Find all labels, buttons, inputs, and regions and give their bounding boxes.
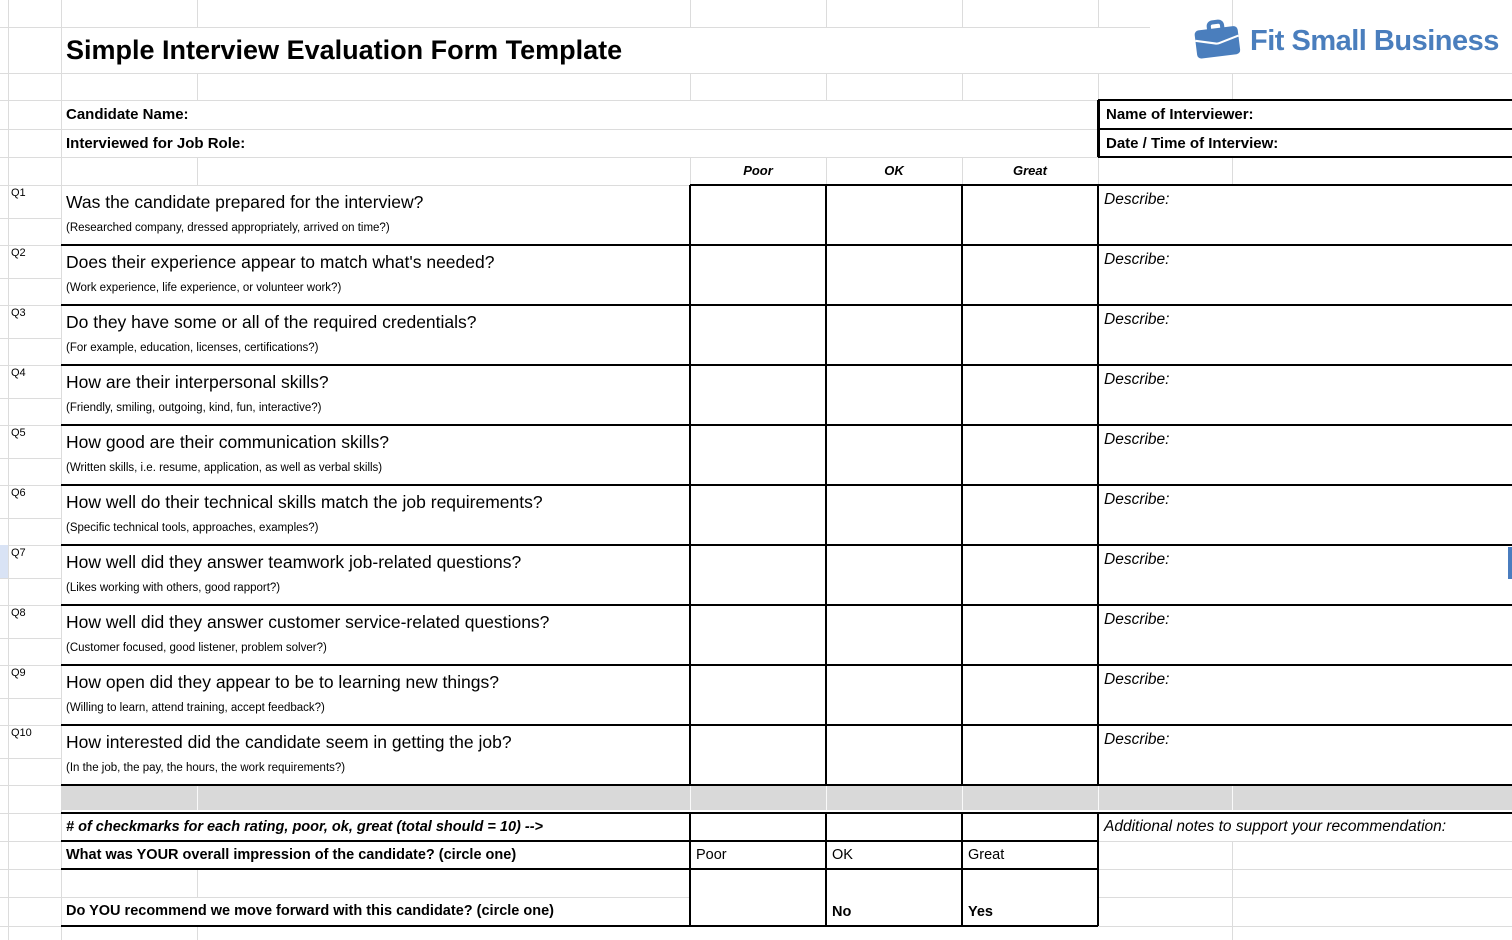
recommend-label: Do YOU recommend we move forward with this candidate? (circle one) — [66, 903, 555, 919]
describe-cell[interactable] — [1098, 245, 1512, 305]
notes-area[interactable] — [1098, 841, 1512, 940]
question-hint: (In the job, the pay, the hours, the work requirements?) — [66, 762, 346, 774]
question-hint: (Likes working with others, good rapport?) — [66, 582, 281, 594]
candidate-name-label: Candidate Name: — [66, 106, 189, 123]
question-row — [0, 305, 1512, 365]
describe-cell[interactable] — [1098, 665, 1512, 725]
describe-cell[interactable] — [1098, 305, 1512, 365]
question-text: How well did they answer teamwork job-related questions? — [66, 552, 522, 572]
question-hint: (Researched company, dressed appropriately, arrived on time?) — [66, 222, 390, 234]
rating-cell-ok[interactable] — [826, 305, 962, 365]
rating-cell-great[interactable] — [962, 425, 1098, 485]
describe-cell[interactable] — [1098, 485, 1512, 545]
describe-cell[interactable] — [1098, 185, 1512, 245]
row-selection-strip-left — [0, 545, 8, 578]
describe-label: Describe: — [1104, 431, 1170, 448]
rating-cell-great[interactable] — [962, 665, 1098, 725]
rating-cell-poor[interactable] — [690, 185, 826, 245]
recommend-option-no[interactable]: No — [832, 904, 852, 920]
question-row — [0, 365, 1512, 425]
question-id: Q8 — [11, 607, 26, 619]
question-hint: (Customer focused, good listener, problem solver?) — [66, 642, 327, 654]
rating-cell-great[interactable] — [962, 485, 1098, 545]
job-role-label: Interviewed for Job Role: — [66, 135, 246, 152]
question-row — [0, 425, 1512, 485]
question-text: Does their experience appear to match what's needed? — [66, 252, 495, 272]
question-id: Q9 — [11, 667, 26, 679]
rating-cell-ok[interactable] — [826, 365, 962, 425]
describe-cell[interactable] — [1098, 365, 1512, 425]
checkmark-count-cell-great[interactable] — [962, 813, 1098, 841]
rating-cell-great[interactable] — [962, 185, 1098, 245]
question-text: Do they have some or all of the required credentials? — [66, 312, 477, 332]
question-text: How open did they appear to be to learning new things? — [66, 672, 499, 692]
rating-cell-poor[interactable] — [690, 425, 826, 485]
rating-cell-poor[interactable] — [690, 725, 826, 785]
describe-label: Describe: — [1104, 671, 1170, 688]
question-row — [0, 485, 1512, 545]
rating-cell-poor[interactable] — [690, 245, 826, 305]
describe-cell[interactable] — [1098, 605, 1512, 665]
question-text: How interested did the candidate seem in getting the job? — [66, 732, 512, 752]
rating-cell-ok[interactable] — [826, 245, 962, 305]
describe-label: Describe: — [1104, 371, 1170, 388]
describe-cell[interactable] — [1098, 725, 1512, 785]
question-hint: (Willing to learn, attend training, accept feedback?) — [66, 702, 325, 714]
question-row — [0, 665, 1512, 725]
rating-cell-poor[interactable] — [690, 545, 826, 605]
question-id: Q1 — [11, 187, 26, 199]
page-title: Simple Interview Evaluation Form Template — [66, 35, 623, 65]
question-text: How well do their technical skills match the job requirements? — [66, 492, 543, 512]
candidate-name-cell[interactable] — [61, 100, 1103, 129]
interview-datetime-cell[interactable] — [1098, 129, 1512, 158]
describe-label: Describe: — [1104, 191, 1170, 208]
impression-label: What was YOUR overall impression of the candidate? (circle one) — [66, 847, 517, 863]
rating-header-poor: Poor — [743, 163, 773, 178]
checkmark-count-label: # of checkmarks for each rating, poor, ok, great (total should = 10) --> — [66, 819, 544, 835]
checkmark-count-cell-ok[interactable] — [826, 813, 962, 841]
rating-header-great: Great — [1013, 163, 1047, 178]
rating-cell-ok[interactable] — [826, 185, 962, 245]
question-row — [0, 605, 1512, 665]
interviewer-name-cell[interactable] — [1098, 100, 1512, 129]
describe-label: Describe: — [1104, 611, 1170, 628]
question-id: Q5 — [11, 427, 26, 439]
fit-small-business-logo — [1192, 14, 1499, 68]
rating-cell-poor[interactable] — [690, 665, 826, 725]
describe-label: Describe: — [1104, 731, 1170, 748]
rating-cell-ok[interactable] — [826, 605, 962, 665]
rating-cell-ok[interactable] — [826, 665, 962, 725]
impression-option-poor[interactable]: Poor — [696, 847, 727, 863]
row-selection-strip-right — [1508, 547, 1512, 579]
notes-label: Additional notes to support your recommendation: — [1104, 818, 1447, 835]
question-row — [0, 185, 1512, 245]
question-id: Q10 — [11, 727, 32, 739]
describe-label: Describe: — [1104, 311, 1170, 328]
question-text: How good are their communication skills? — [66, 432, 389, 452]
describe-cell[interactable] — [1098, 425, 1512, 485]
separator-band — [61, 786, 1512, 810]
question-id: Q4 — [11, 367, 26, 379]
question-row — [0, 545, 1512, 605]
rating-cell-ok[interactable] — [826, 725, 962, 785]
question-id: Q3 — [11, 307, 26, 319]
question-id: Q2 — [11, 247, 26, 259]
question-hint: (Friendly, smiling, outgoing, kind, fun, interactive?) — [66, 402, 322, 414]
question-hint: (Work experience, life experience, or volunteer work?) — [66, 282, 342, 294]
describe-label: Describe: — [1104, 491, 1170, 508]
rating-cell-ok[interactable] — [826, 425, 962, 485]
rating-cell-great[interactable] — [962, 245, 1098, 305]
rating-cell-great[interactable] — [962, 605, 1098, 665]
rating-cell-poor[interactable] — [690, 485, 826, 545]
question-text: How are their interpersonal skills? — [66, 372, 329, 392]
question-hint: (For example, education, licenses, certifications?) — [66, 342, 319, 354]
rating-cell-poor[interactable] — [690, 305, 826, 365]
question-hint: (Written skills, i.e. resume, application, as well as verbal skills) — [66, 462, 383, 474]
interview-datetime-label: Date / Time of Interview: — [1106, 135, 1279, 152]
question-text: Was the candidate prepared for the interview? — [66, 192, 424, 212]
rating-cell-poor[interactable] — [690, 365, 826, 425]
job-role-cell[interactable] — [61, 129, 1103, 158]
impression-option-great[interactable]: Great — [968, 847, 1005, 863]
rating-cell-great[interactable] — [962, 365, 1098, 425]
question-text: How well did they answer customer service-related questions? — [66, 612, 550, 632]
checkmark-count-cell-poor[interactable] — [690, 813, 826, 841]
question-id: Q7 — [11, 547, 26, 559]
describe-label: Describe: — [1104, 251, 1170, 268]
rating-cell-ok[interactable] — [826, 485, 962, 545]
question-row — [0, 245, 1512, 305]
rating-header-ok: OK — [884, 163, 904, 178]
rating-cell-great[interactable] — [962, 545, 1098, 605]
question-row — [0, 725, 1512, 785]
describe-label: Describe: — [1104, 551, 1170, 568]
briefcase-icon — [1192, 17, 1242, 66]
impression-option-ok[interactable]: OK — [832, 847, 853, 863]
interviewer-name-label: Name of Interviewer: — [1106, 106, 1254, 123]
rating-cell-poor[interactable] — [690, 605, 826, 665]
question-id: Q6 — [11, 487, 26, 499]
question-hint: (Specific technical tools, approaches, examples?) — [66, 522, 319, 534]
rating-cell-great[interactable] — [962, 725, 1098, 785]
logo-text: Fit Small Business — [1250, 24, 1499, 57]
describe-cell[interactable] — [1098, 545, 1512, 605]
rating-cell-ok[interactable] — [826, 545, 962, 605]
rating-cell-great[interactable] — [962, 305, 1098, 365]
recommend-option-yes[interactable]: Yes — [968, 904, 993, 920]
